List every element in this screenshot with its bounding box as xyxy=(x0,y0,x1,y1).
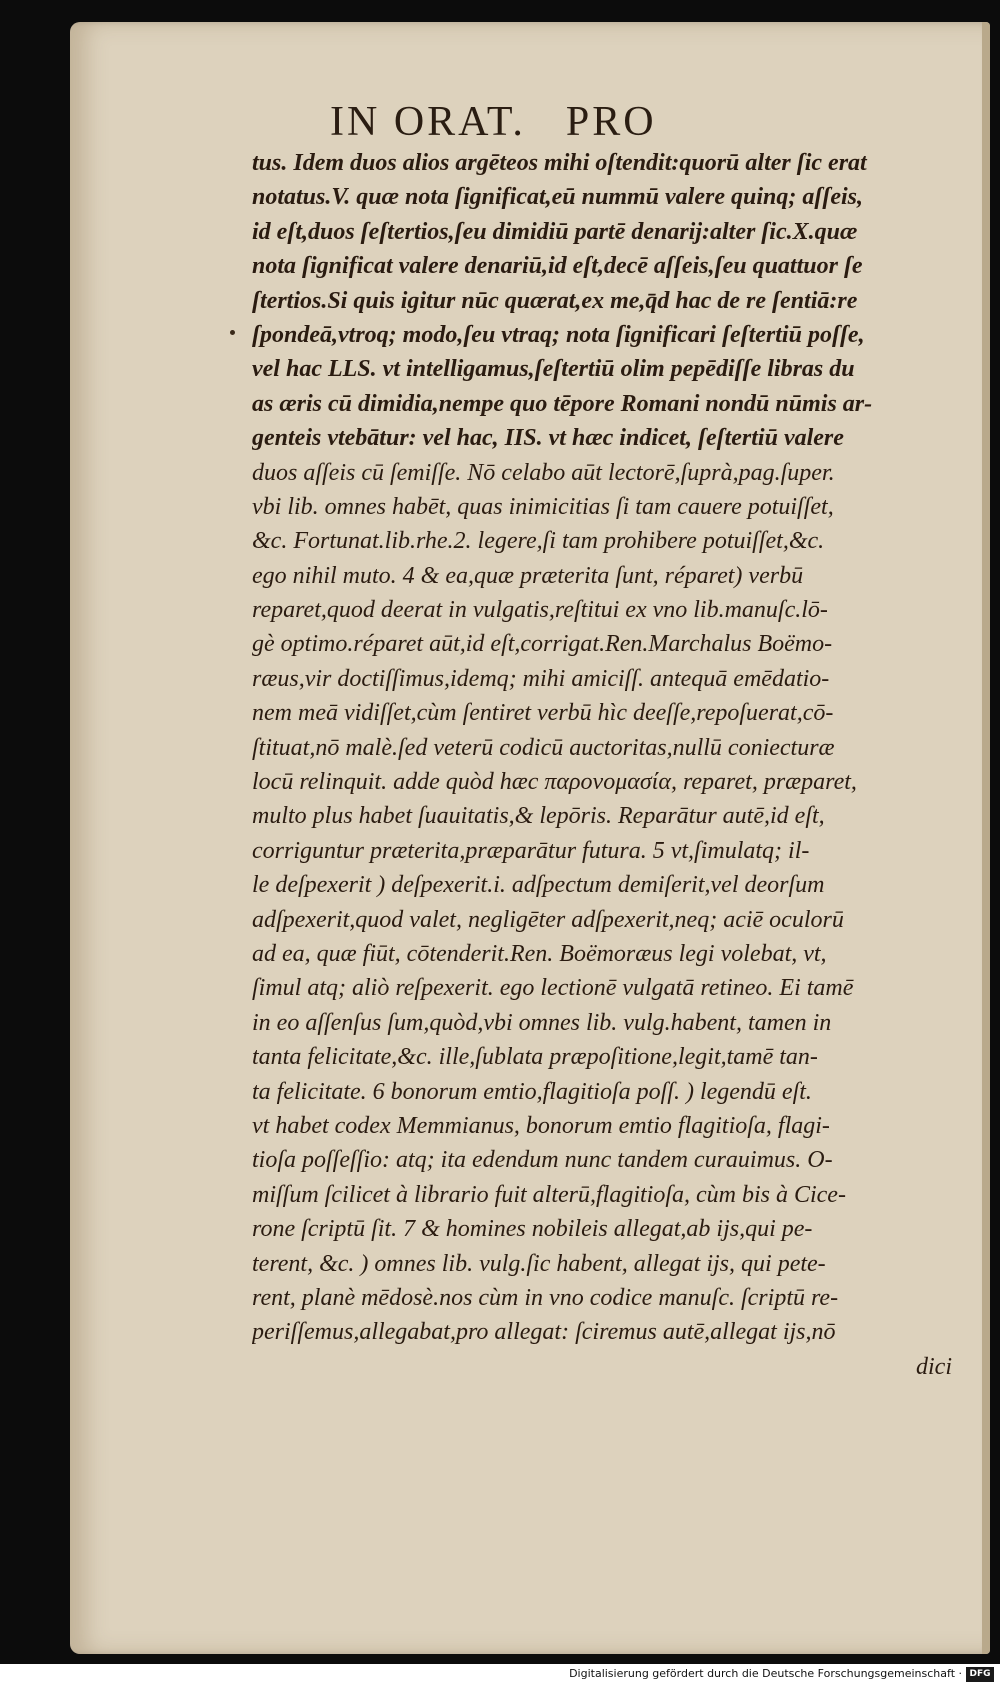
text-line: tioſa poſſeſſio: atq; ita edendum nunc tandem curauimus. O- xyxy=(252,1147,833,1174)
text-line: &c. Fortunat.lib.rhe.2. legere,ſi tam prohibere potuiſſet,&c. xyxy=(252,528,825,555)
text-line: periſſemus,allegabat,pro allegat: ſciremus autē,allegat ijs,nō xyxy=(252,1319,836,1346)
digitization-footer xyxy=(0,1664,1000,1687)
body-text xyxy=(252,146,972,1384)
text-line: ſtituat,nō malè.ſed veterū codicū auctoritas,nullū coniecturæ xyxy=(252,734,835,761)
text-line: duos aſſeis cū ſemiſſe. Nō celabo aūt lectorē,ſuprà,pag.ſuper. xyxy=(252,459,835,486)
text-line: nem meā vidiſſet,cùm ſentiret verbū hìc deeſſe,repoſuerat,cō- xyxy=(252,700,834,727)
catchword: dici xyxy=(916,1353,952,1380)
text-line: gè optimo.réparet aūt,id eſt,corrigat.Ren.Marchalus Boëmo- xyxy=(252,631,833,658)
running-head-right: PRO xyxy=(565,99,657,145)
margin-mark-icon xyxy=(230,330,235,335)
dfg-logo-icon: DFG xyxy=(966,1667,994,1682)
text-line: as æris cū dimidia,nempe quo tēpore Romani nondū nūmis ar- xyxy=(252,390,873,417)
text-line: ſtertios.Si quis igitur nūc quærat,ex me,q̄d hac de re ſentiā:re xyxy=(252,287,858,314)
text-line: ſimul atq; aliò reſpexerit. ego lectionē vulgatā retineo. Ei tamē xyxy=(252,975,854,1002)
text-line: genteis vtebātur: vel hac, IIS. vt hæc indicet, ſeſtertiū valere xyxy=(252,425,844,452)
text-line: ſpondeā,vtroq; modo,ſeu vtraq; nota ſignificari ſeſtertiū poſſe, xyxy=(252,321,865,348)
running-head xyxy=(330,98,890,146)
running-head-left: IN ORAT. xyxy=(330,99,526,145)
text-line: miſſum ſcilicet à librario fuit alterū,flagitioſa, cùm bis à Cice- xyxy=(252,1181,846,1208)
text-line: locū relinquit. adde quòd hæc παρονομασία, reparet, præparet, xyxy=(252,769,857,796)
text-line: le deſpexerit ) deſpexerit.i. adſpectum demiſerit,vel deorſum xyxy=(252,872,825,899)
text-line: multo plus habet ſuauitatis,& lepōris. Reparātur autē,id eſt, xyxy=(252,803,825,830)
text-line: terent, &c. ) omnes lib. vulg.ſic habent, allegat ijs, qui pete- xyxy=(252,1250,826,1277)
text-line: nota ſignificat valere denariū,id eſt,decē aſſeis,ſeu quattuor ſe xyxy=(252,253,863,280)
text-line: vbi lib. omnes habēt, quas inimicitias ſi tam cauere potuiſſet, xyxy=(252,493,834,520)
text-line: ad ea, quæ fiūt, cōtenderit.Ren. Boëmoræus legi volebat, vt, xyxy=(252,940,827,967)
text-line: ræus,vir doctiſſimus,idemq; mihi amiciſſ. antequā emēdatio- xyxy=(252,665,830,692)
page-edge xyxy=(982,22,990,1654)
text-line: tus. Idem duos alios argēteos mihi oſtendit:quorū alter ſic erat xyxy=(252,150,867,176)
funding-credit: Digitalisierung gefördert durch die Deutsche Forschungsgemeinschaft · xyxy=(569,1667,962,1680)
text-line: id eſt,duos ſeſtertios,ſeu dimidiū partē denarij:alter ſic.X.quæ xyxy=(252,218,858,245)
text-line: tanta felicitate,&c. ille,ſublata præpoſitione,legit,tamē tan- xyxy=(252,1044,818,1071)
text-line: rent, planè mēdosè.nos cùm in vno codice manuſc. ſcriptū re- xyxy=(252,1284,839,1311)
text-line: ta felicitate. 6 bonorum emtio,flagitioſa poſſ. ) legendū eſt. xyxy=(252,1078,812,1105)
text-line: ego nihil muto. 4 & ea,quæ præterita ſunt, réparet) verbū xyxy=(252,562,804,589)
text-line: adſpexerit,quod valet, negligēter adſpexerit,neq; aciē oculorū xyxy=(252,906,844,933)
text-line: reparet,quod deerat in vulgatis,reſtitui ex vno lib.manuſc.lō- xyxy=(252,597,828,624)
text-line: vt habet codex Memmianus, bonorum emtio flagitioſa, flagi- xyxy=(252,1112,830,1139)
text-line: notatus.V. quæ nota ſignificat,eū nummū valere quinq; aſſeis, xyxy=(252,184,863,211)
text-line: corriguntur præterita,præparātur futura. 5 vt,ſimulatq; il- xyxy=(252,837,810,864)
text-line: vel hac LLS. vt intelligamus,ſeſtertiū olim pepēdiſſe libras du xyxy=(252,356,855,383)
text-line: in eo aſſenſus ſum,quòd,vbi omnes lib. vulg.habent, tamen in xyxy=(252,1009,832,1036)
text-line: rone ſcriptū ſit. 7 & homines nobileis allegat,ab ijs,qui pe- xyxy=(252,1216,813,1243)
